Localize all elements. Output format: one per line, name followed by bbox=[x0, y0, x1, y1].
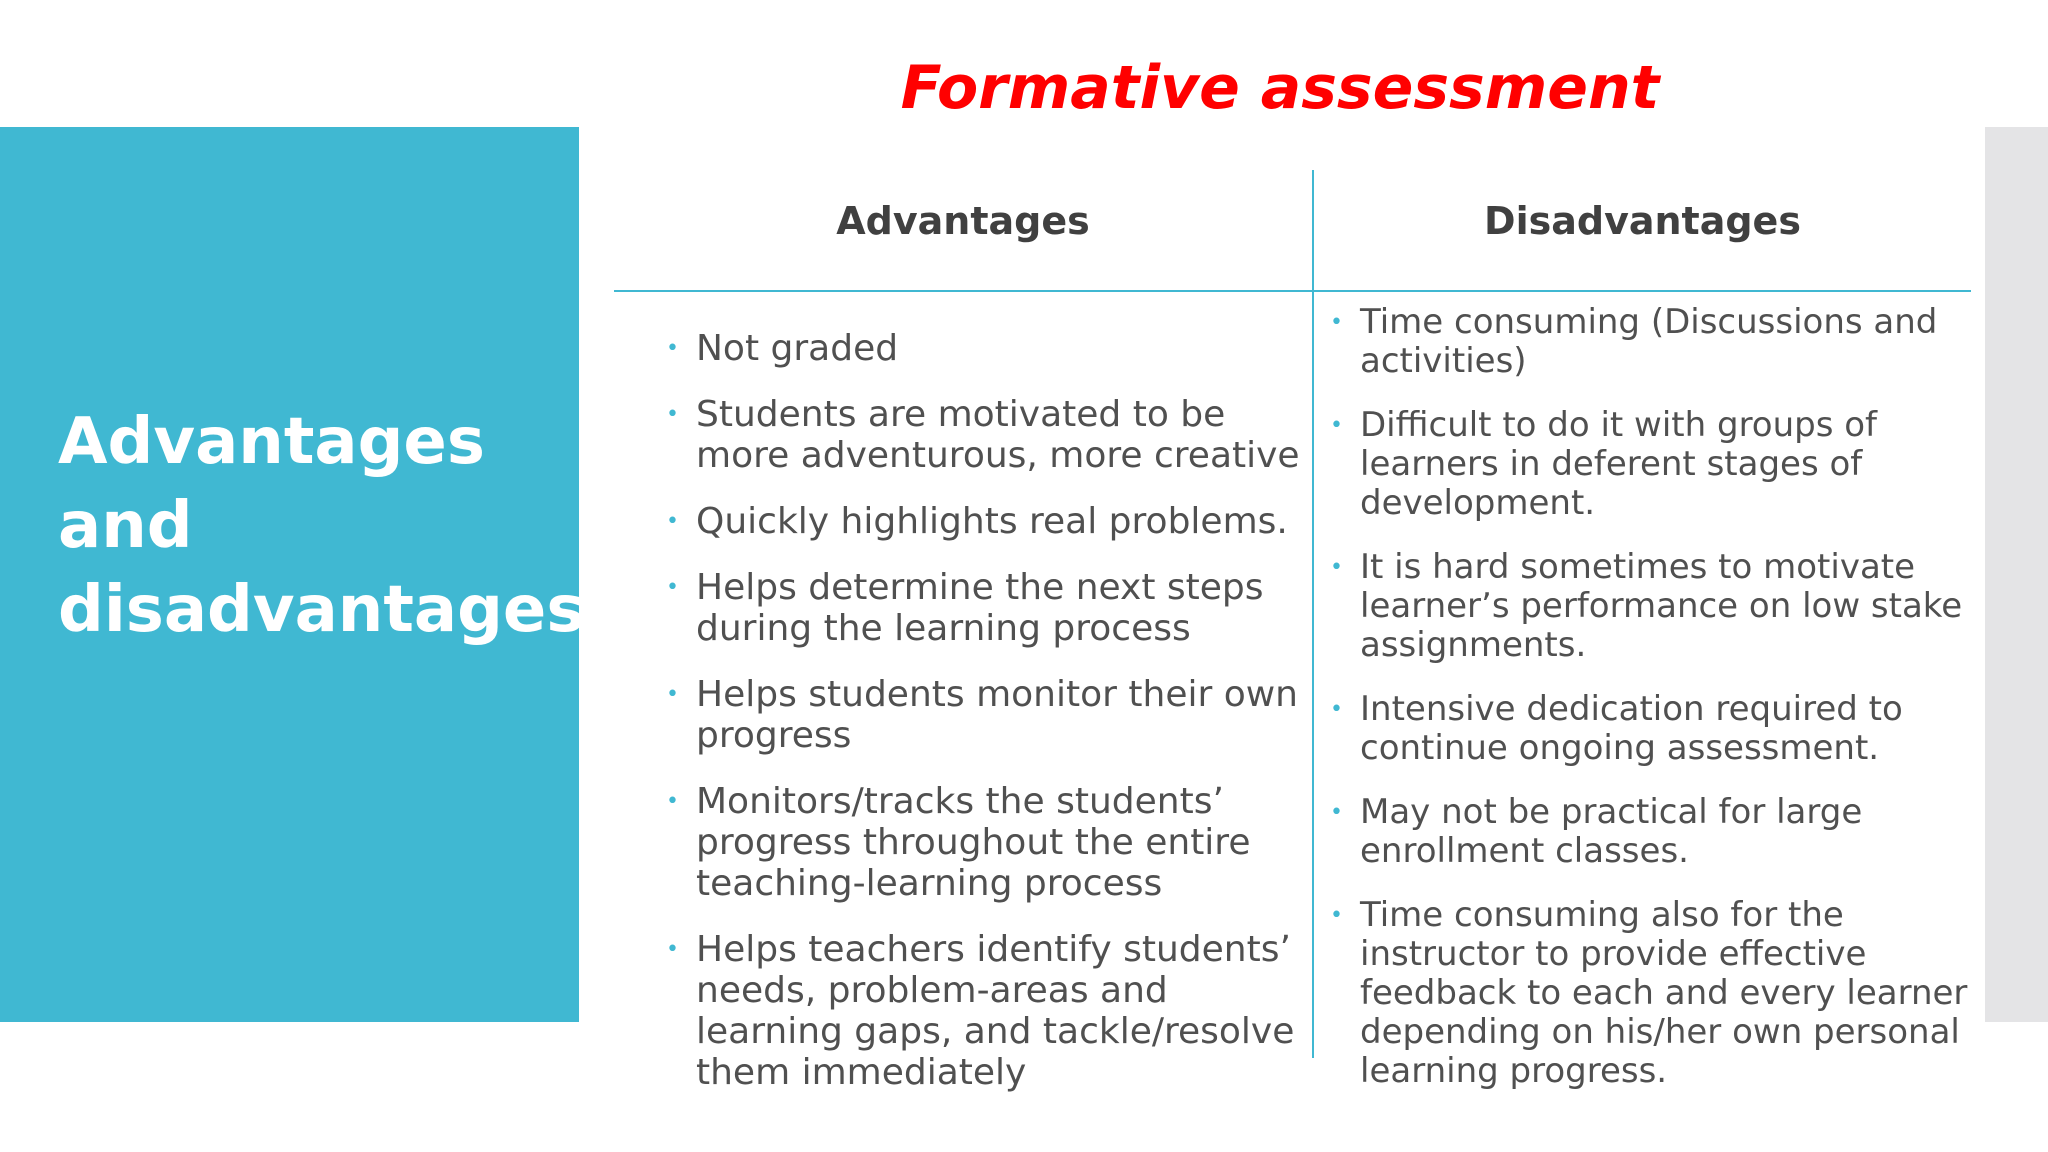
bullet-icon: • bbox=[1330, 903, 1343, 928]
advantage-text: Helps determine the next steps during the learning process bbox=[696, 567, 1264, 649]
advantage-text: Monitors/tracks the students’ progress throughout the entire teaching-learning process bbox=[696, 781, 1251, 904]
disadvantage-text: May not be practical for large enrollment classes. bbox=[1360, 792, 1863, 871]
advantages-header: Advantages bbox=[836, 199, 1090, 243]
list-item bbox=[1330, 548, 1970, 665]
left-heading-line-3: disadvantages: bbox=[58, 573, 610, 647]
bullet-icon: • bbox=[666, 575, 679, 600]
list-item bbox=[666, 394, 1306, 476]
column-divider bbox=[1312, 170, 1314, 1058]
left-heading bbox=[58, 400, 610, 652]
advantage-text: Helps students monitor their own progress bbox=[696, 674, 1298, 756]
disadvantage-text: Intensive dedication required to continue ongoing assessment. bbox=[1360, 689, 1903, 768]
list-item bbox=[666, 674, 1306, 756]
bullet-icon: • bbox=[666, 937, 679, 962]
advantage-text: Quickly highlights real problems. bbox=[696, 501, 1288, 542]
advantage-text: Not graded bbox=[696, 328, 899, 369]
bullet-icon: • bbox=[666, 682, 679, 707]
right-gray-strip bbox=[1985, 127, 2048, 1022]
slide-title: Formative assessment bbox=[900, 53, 1660, 123]
bullet-icon: • bbox=[666, 336, 679, 361]
list-item bbox=[666, 501, 1306, 542]
disadvantages-header: Disadvantages bbox=[1484, 199, 1801, 243]
disadvantage-text: Time consuming also for the instructor to provide effective feedback to each and every learner depending on his/her own personal learning progress. bbox=[1360, 895, 1968, 1091]
advantage-text: Helps teachers identify students’ needs, problem-areas and learning gaps, and tackle/resolve them immediately bbox=[696, 929, 1295, 1093]
bullet-icon: • bbox=[666, 509, 679, 534]
header-divider bbox=[614, 290, 1971, 292]
list-item bbox=[666, 781, 1306, 904]
list-item bbox=[666, 567, 1306, 649]
list-item bbox=[1330, 793, 1970, 871]
list-item bbox=[666, 929, 1306, 1093]
left-heading-line-2: and bbox=[58, 489, 193, 563]
list-item bbox=[1330, 690, 1970, 768]
list-item bbox=[1330, 406, 1970, 523]
bullet-icon: • bbox=[666, 789, 679, 814]
list-item bbox=[1330, 303, 1970, 381]
advantages-list bbox=[666, 328, 1306, 1118]
bullet-icon: • bbox=[1330, 310, 1343, 335]
bullet-icon: • bbox=[666, 402, 679, 427]
bullet-icon: • bbox=[1330, 413, 1343, 438]
disadvantages-list bbox=[1330, 303, 1970, 1116]
list-item bbox=[1330, 896, 1970, 1091]
disadvantage-text: It is hard sometimes to motivate learner’s performance on low stake assignments. bbox=[1360, 547, 1963, 665]
advantage-text: Students are motivated to be more adventurous, more creative bbox=[696, 394, 1300, 476]
bullet-icon: • bbox=[1330, 800, 1343, 825]
bullet-icon: • bbox=[1330, 555, 1343, 580]
bullet-icon: • bbox=[1330, 697, 1343, 722]
disadvantage-text: Time consuming (Discussions and activities) bbox=[1360, 302, 1938, 381]
list-item bbox=[666, 328, 1306, 369]
disadvantage-text: Difficult to do it with groups of learners in deferent stages of development. bbox=[1360, 405, 1878, 523]
left-heading-line-1: Advantages bbox=[58, 405, 485, 479]
